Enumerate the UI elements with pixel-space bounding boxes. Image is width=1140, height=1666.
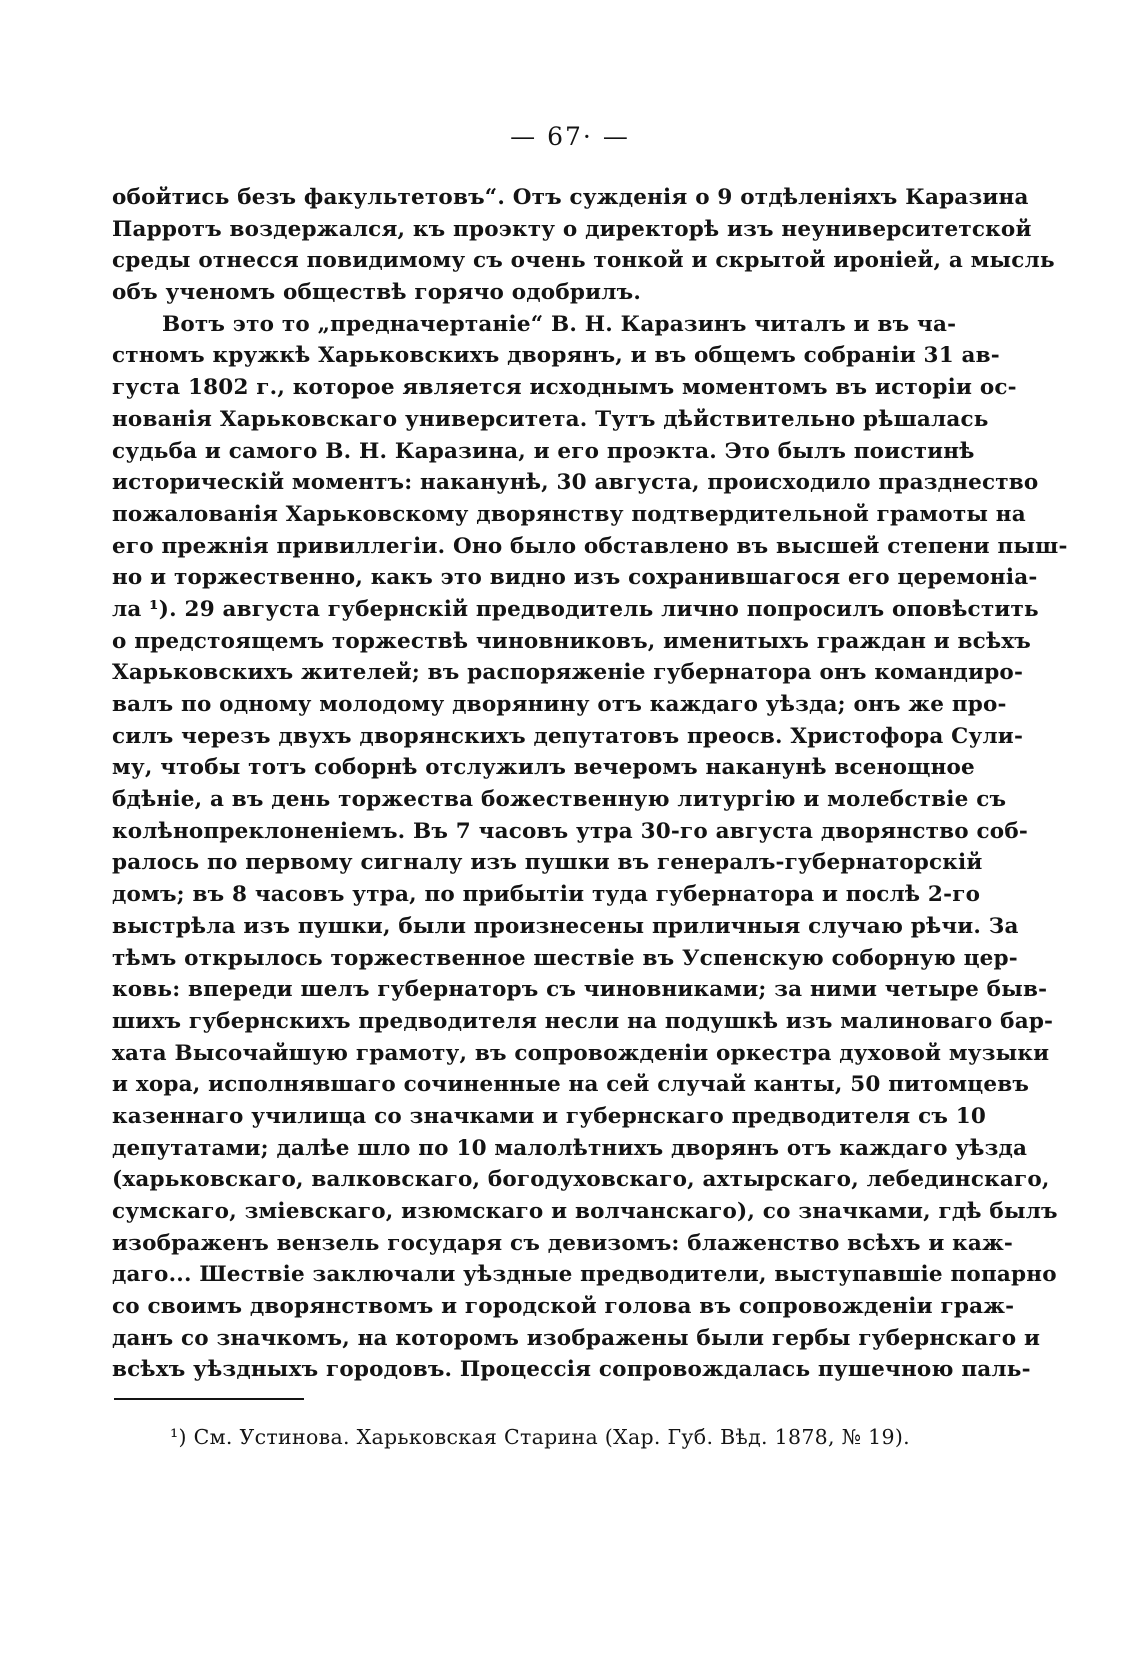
- text-line: ралось по первому сигналу изъ пушки въ генералъ-губернаторскій: [112, 850, 983, 876]
- text-line: выстрѣла изъ пушки, были произнесены приличныя случаю рѣчи. За: [112, 913, 1019, 939]
- text-line: судьба и самого В. Н. Каразина, и его проэкта. Это былъ поистинѣ: [112, 438, 975, 464]
- text-line: му, чтобы тотъ соборнѣ отслужилъ вечеромъ наканунѣ всенощное: [112, 755, 975, 781]
- text-line: депутатами; далѣе шло по 10 малолѣтнихъ дворянъ отъ каждаго уѣзда: [112, 1135, 1028, 1161]
- text-line: домъ; въ 8 часовъ утра, по прибытіи туда губернатора и послѣ 2-го: [112, 882, 981, 908]
- main-text: [112, 182, 1068, 1386]
- text-line: Вотъ это то „предначертаніе“ В. Н. Каразинъ читалъ и въ ча-: [162, 311, 957, 337]
- text-line: обойтись безъ факультетовъ“. Отъ сужденія о 9 отдѣленіяхъ Каразина: [112, 185, 1029, 210]
- text-line: ла ¹). 29 августа губернскій предводитель лично попросилъ оповѣстить: [112, 596, 1039, 622]
- text-line: стномъ кружкѣ Харьковскихъ дворянъ, и въ общемъ собраніи 31 ав-: [112, 343, 1000, 369]
- footnote-divider: [114, 1398, 304, 1400]
- footnote: ¹) См. Устинова. Харьковская Старина (Хар. Губ. Вѣд. 1878, № 19).: [170, 1425, 910, 1449]
- text-line: хата Высочайшую грамоту, въ сопровожденіи оркестра духовой музыки: [112, 1040, 1050, 1066]
- text-line: его прежнія привиллегіи. Оно было обставлено въ высшей степени пыш-: [112, 533, 1068, 559]
- text-line: данъ со значкомъ, на которомъ изображены были гербы губернскаго и: [112, 1325, 1041, 1351]
- text-line: бдѣніе, а въ день торжества божественную литургію и молебствіе съ: [112, 787, 1007, 813]
- text-line: объ ученомъ обществѣ горячо одобрилъ.: [112, 280, 642, 306]
- text-line: всѣхъ уѣздныхъ городовъ. Процессія сопровождалась пушечною паль-: [112, 1357, 1031, 1383]
- text-line: пожалованія Харьковскому дворянству подтвердительной грамоты на: [112, 501, 1026, 527]
- text-line: изображенъ вензель государя съ девизомъ: блаженство всѣхъ и каж-: [112, 1230, 1014, 1256]
- text-line: тѣмъ открылось торжественное шествіе въ Успенскую соборную цер-: [112, 945, 1018, 971]
- text-line: среды отнесся повидимому съ очень тонкой и скрытой ироніей, а мысль: [112, 248, 1055, 274]
- text-line: со своимъ дворянствомъ и городской голова въ сопровожденіи граж-: [112, 1294, 1015, 1320]
- text-line: ковь: впереди шелъ губернаторъ съ чиновниками; за ними четыре быв-: [112, 977, 1048, 1003]
- text-line: Харьковскихъ жителей; въ распоряженіе губернатора онъ командиро-: [112, 660, 1024, 686]
- text-line: казеннаго училища со значками и губернскаго предводителя съ 10: [112, 1103, 987, 1129]
- text-line: колѣнопреклоненіемъ. Въ 7 часовъ утра 30-го августа дворянство соб-: [112, 818, 1028, 844]
- text-line: Парротъ воздержался, къ проэкту о директорѣ изъ неуниверситетской: [112, 216, 1032, 242]
- text-line: сумскаго, зміевскаго, изюмскаго и волчанскаго), со значками, гдѣ былъ: [112, 1199, 1058, 1224]
- text-line: историческій моментъ: наканунѣ, 30 августа, происходило празднество: [112, 470, 1039, 496]
- text-line: валъ по одному молодому дворянину отъ каждаго уѣзда; онъ же про-: [112, 692, 1007, 717]
- text-line: густа 1802 г., которое является исходнымъ моментомъ въ исторіи ос-: [112, 375, 1017, 401]
- text-line: силъ черезъ двухъ дворянскихъ депутатовъ преосв. Христофора Сули-: [112, 723, 1024, 749]
- text-line: даго... Шествіе заключали уѣздные предводители, выступавшіе попарно: [112, 1262, 1057, 1288]
- text-line: но и торжественно, какъ это видно изъ сохранившагося его церемоніа-: [112, 565, 1038, 591]
- page-number: — 67· —: [510, 122, 630, 151]
- text-line: и хора, исполнявшаго сочиненные на сей случай канты, 50 питомцевъ: [112, 1072, 1030, 1098]
- text-line: нованія Харьковскаго университета. Тутъ дѣйствительно рѣшалась: [112, 406, 989, 432]
- text-line: о предстоящемъ торжествѣ чиновниковъ, именитыхъ граждан и всѣхъ: [112, 628, 1032, 654]
- text-line: шихъ губернскихъ предводителя несли на подушкѣ изъ малиноваго бар-: [112, 1008, 1054, 1034]
- text-line: (харьковскаго, валковскаго, богодуховскаго, ахтырскаго, лебединскаго,: [112, 1167, 1050, 1193]
